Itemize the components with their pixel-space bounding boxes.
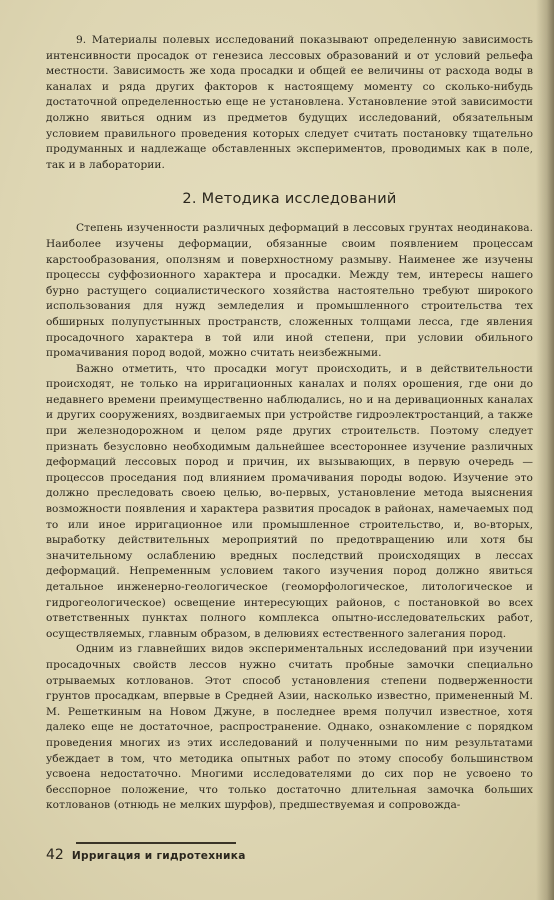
page-number: 42 <box>46 847 64 863</box>
page-footer <box>46 847 246 863</box>
page-content <box>46 33 533 814</box>
section-heading: 2. Методика исследований <box>182 191 397 208</box>
paragraph-body-3: Одним из главнейших видов экспериментальных исследований при изучении просадочных свойств лессов нужно считать пробные замочки специально отрываемых котлованов. Этот способ установления степени подверженности грунтов просадкам, впервые в Средней Азии, насколько известно, примененный М. М. Решеткиным на Новом Джуне, в последнее время получил известное, хотя далеко еще не достаточное, распространение. Однако, ознакомление с порядком проведения многих из этих исследований и полученными по ним результатами убеждает в том, что методика опытных работ по этому способу большинством усвоена недостаточно. Многими исследователями до сих пор не усвоено то бесспорное положение, что только достаточно длительная замочка больших котлованов (отнюдь не мелких шурфов), предшествуемая и сопровожда- <box>46 643 533 812</box>
paragraph-intro: 9. Материалы полевых исследований показывают определенную зависимость интенсивности просадок от генезиса лессовых образований и от условий рельефа местности. Зависимость же хода просадки и общей ее величины от расхода воды в каналах и ряда других факторов к настоящему моменту со сколько-нибудь достаточной определенностью еще не установлена. Установление этой зависимости должно явиться одним из предметов будущих исследований, обязательным условием правильного проведения которых следует считать постановку тщательно продуманных и надлежаще обставленных экспериментов, проводимых как в поле, так и в лаборатории. <box>46 34 533 171</box>
running-title: Ирригация и гидротехника <box>71 850 246 862</box>
paragraph-body-1: Степень изученности различных деформаций в лессовых грунтах неодинакова. Наиболее изучены деформации, обязанные своим появлением процессам карстообразования, оползням и поверхностному размыву. Наименее же изучены процессы суффозионного характера и просадки. Между тем, интересы нашего бурно растущего социалистического хозяйства настоятельно требуют широкого использования для нужд земледелия и промышленного строительства тех обширных полупустынных пространств, сложенных толщами лесса, где явления просадочного характера в той или иной степени, при условии обильного промачивания пород водой, можно считать неизбежными. <box>46 222 533 360</box>
footer-rule <box>76 842 236 844</box>
paragraph-body-2: Важно отметить, что просадки могут происходить, и в действительности происходят, не только на ирригационных каналах и полях орошения, где они до недавнего времени преимущественно наблюдались, но и на деривационных каналах и других сооружениях, воздвигаемых при устройстве гидроэлектростанций, а также при железнодорожном и целом ряде других строительств. Поэтому следует признать безусловно необходимым дальнейшее всестороннее изучение различных деформаций лессовых пород и причин, их вызывающих, в первую очередь — процессов проседания под влиянием промачивания породы водою. Изучение это должно преследовать своею целью, во-первых, установление метода выяснения возможности появления и характера развития просадок в районах, намечаемых под то или иное ирригационное или промышленное строительство, и, во-вторых, выработку действительных мероприятий по предотвращению или хотя бы значительному ослаблению вредных последствий происходящих в лессах деформаций. Непременным условием такого изучения пород должно явиться детальное инженерно-геологическое (геоморфологическое, литологическое и гидрогеологическое) освещение интересующих районов, с постановкой во всех ответственных пунктах полного комплекса опытно-исследовательских работ, осуществляемых, главным образом, в делювиях естественного залегания пород. <box>46 362 533 640</box>
spine-shadow <box>536 0 554 900</box>
